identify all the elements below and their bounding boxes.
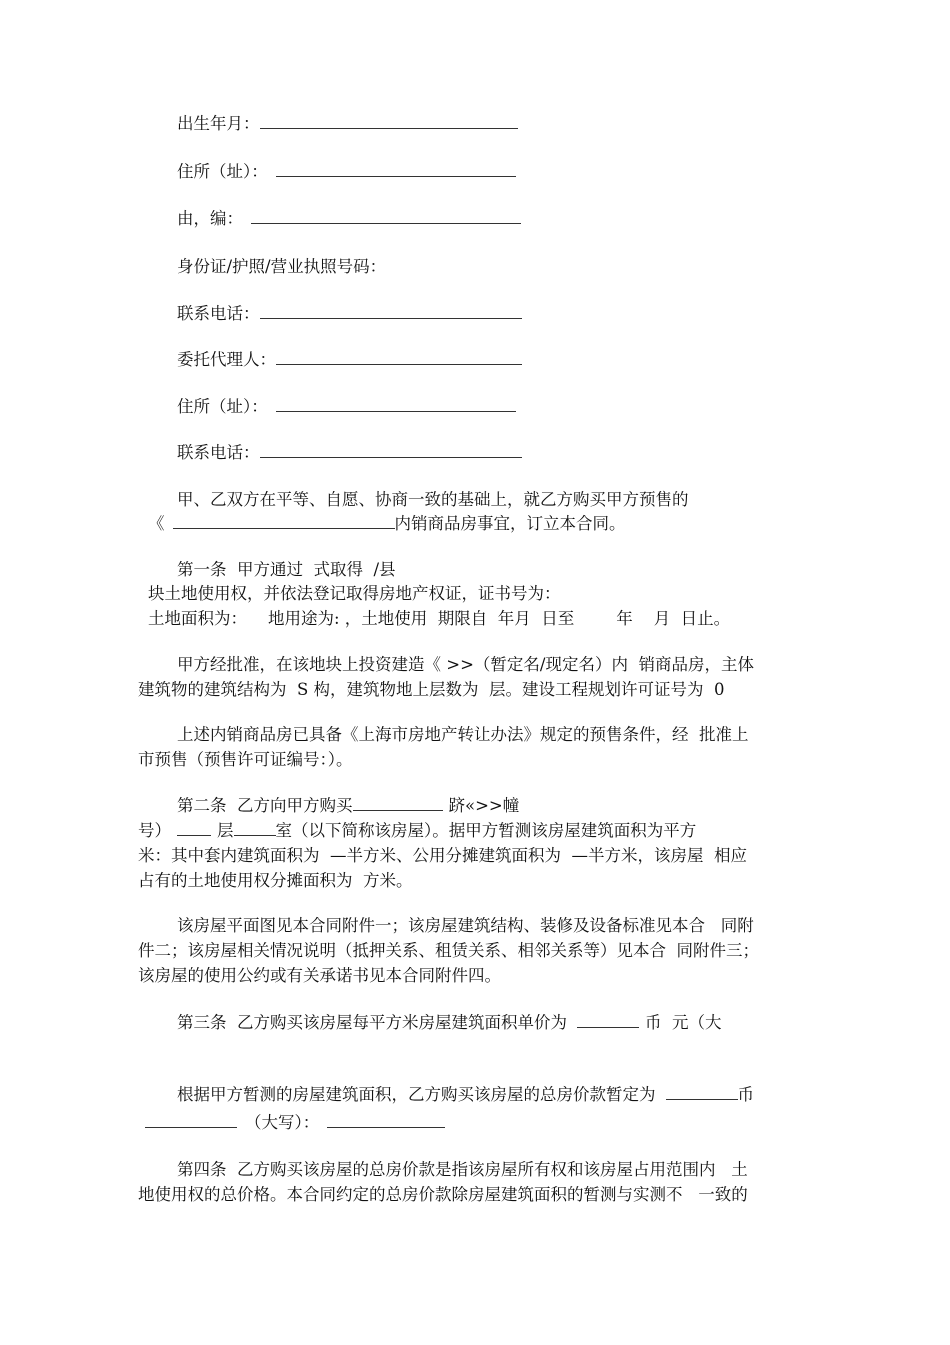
currency-type-blank bbox=[145, 1113, 237, 1128]
phone-label-1: 联系电话： bbox=[177, 304, 260, 323]
total-price-prefix: 根据甲方暂测的房屋建筑面积，乙方购买该房屋的总房价款暂定为 bbox=[177, 1085, 656, 1104]
article-3-prefix: 第三条 乙方购买该房屋每平方米房屋建筑面积单价为 bbox=[177, 1013, 567, 1032]
construction-line-1: 甲方经批准，在该地块上投资建造《 >>（暂定名/现定名）内 销商品房，主体 bbox=[177, 655, 754, 674]
address-label-2: 住所（址）： bbox=[177, 397, 268, 416]
postcode-blank bbox=[251, 209, 521, 224]
intro-line-2 bbox=[148, 514, 626, 534]
room-blank bbox=[234, 821, 276, 836]
article-1-line-1: 第一条 甲方通过 式取得 /县 bbox=[177, 560, 396, 579]
article-2-part-a: 号） bbox=[138, 821, 171, 840]
capital-amount-blank bbox=[327, 1113, 445, 1128]
capital-label: （大写）： bbox=[245, 1113, 320, 1132]
total-price-blank bbox=[666, 1085, 738, 1100]
intro-line-1: 甲、乙双方在平等、自愿、协商一致的基础上，就乙方购买甲方预售的 bbox=[177, 490, 689, 509]
intro-suffix: 内销商品房事宜，订立本合同。 bbox=[394, 514, 626, 533]
phone-blank-2 bbox=[260, 443, 522, 458]
intro-bracket: 《 bbox=[148, 514, 165, 533]
phone-field-1 bbox=[177, 304, 522, 324]
article-2-part-c: 室（以下简称该房屋）。据甲方暂测该房屋建筑面积为平方 bbox=[275, 821, 697, 840]
attachments-line-3: 该房屋的使用公约或有关承诺书见本合同附件四。 bbox=[138, 966, 501, 985]
phone-field-2 bbox=[177, 443, 522, 463]
postcode-label: 由，编： bbox=[177, 209, 243, 228]
address-label-1: 住所（址）： bbox=[177, 162, 268, 181]
unit-price-blank bbox=[577, 1013, 639, 1028]
article-2-prefix: 第二条 乙方向甲方购买 bbox=[177, 796, 353, 815]
postcode-field bbox=[177, 209, 521, 229]
birth-label: 出生年月： bbox=[177, 114, 260, 133]
id-number-field bbox=[177, 257, 386, 277]
attachments-line-1: 该房屋平面图见本合同附件一；该房屋建筑结构、装修及设备标准见本合 同附 bbox=[177, 916, 754, 935]
address-blank-1 bbox=[276, 162, 516, 177]
article-2-suffix: 跻«>>幢 bbox=[448, 796, 520, 815]
article-2-line-4: 占有的土地使用权分摊面积为 方米。 bbox=[138, 871, 413, 890]
article-1-line-3: 土地面积为： 地用途为: ，土地使用 期限自 年月 日至 年 月 日止。 bbox=[148, 609, 731, 628]
address-field-1 bbox=[177, 162, 516, 182]
article-1-line-2: 块土地使用权，并依法登记取得房地产权证，证书号为： bbox=[148, 584, 561, 603]
phone-label-2: 联系电话： bbox=[177, 443, 260, 462]
building-blank bbox=[353, 796, 443, 811]
agent-blank bbox=[276, 350, 522, 365]
phone-blank-1 bbox=[260, 304, 522, 319]
agent-field bbox=[177, 350, 522, 370]
total-price-currency: 币 bbox=[737, 1085, 754, 1104]
total-price-line-1 bbox=[177, 1085, 754, 1105]
article-4-line-2: 地使用权的总价格。本合同约定的总房价款除房屋建筑面积的暂测与实测不 一致的 bbox=[138, 1185, 748, 1204]
article-2-line-3: 米：其中套内建筑面积为 —半方米、公用分摊建筑面积为 —半方米，该房屋 相应 bbox=[138, 846, 747, 865]
agent-label: 委托代理人： bbox=[177, 350, 276, 369]
project-name-blank bbox=[173, 514, 395, 529]
attachments-line-2: 件二；该房屋相关情况说明（抵押关系、租赁关系、相邻关系等）见本合 同附件三； bbox=[138, 941, 759, 960]
article-4-line-1: 第四条 乙方购买该房屋的总房价款是指该房屋所有权和该房屋占用范围内 土 bbox=[177, 1160, 748, 1179]
address-field-2 bbox=[177, 397, 516, 417]
floor-blank bbox=[177, 821, 211, 836]
article-2-line-2 bbox=[138, 821, 696, 841]
id-number-label: 身份证/护照/营业执照号码： bbox=[177, 257, 387, 276]
address-blank-2 bbox=[276, 397, 516, 412]
birth-blank bbox=[260, 114, 518, 129]
total-price-line-2 bbox=[145, 1113, 445, 1133]
article-2-line-1 bbox=[177, 796, 519, 816]
presale-line-2: 市预售（预售许可证编号：）。 bbox=[138, 750, 353, 769]
article-2-part-b: 层 bbox=[217, 821, 234, 840]
article-3-suffix: 币 元（大 bbox=[645, 1013, 722, 1032]
birth-field bbox=[177, 114, 518, 134]
construction-line-2: 建筑物的建筑结构为 S 构，建筑物地上层数为 层。建设工程规划许可证号为 0 bbox=[138, 680, 725, 699]
presale-line-1: 上述内销商品房已具备《上海市房地产转让办法》规定的预售条件，经 批准上 bbox=[177, 725, 749, 744]
article-3-line bbox=[177, 1013, 722, 1033]
